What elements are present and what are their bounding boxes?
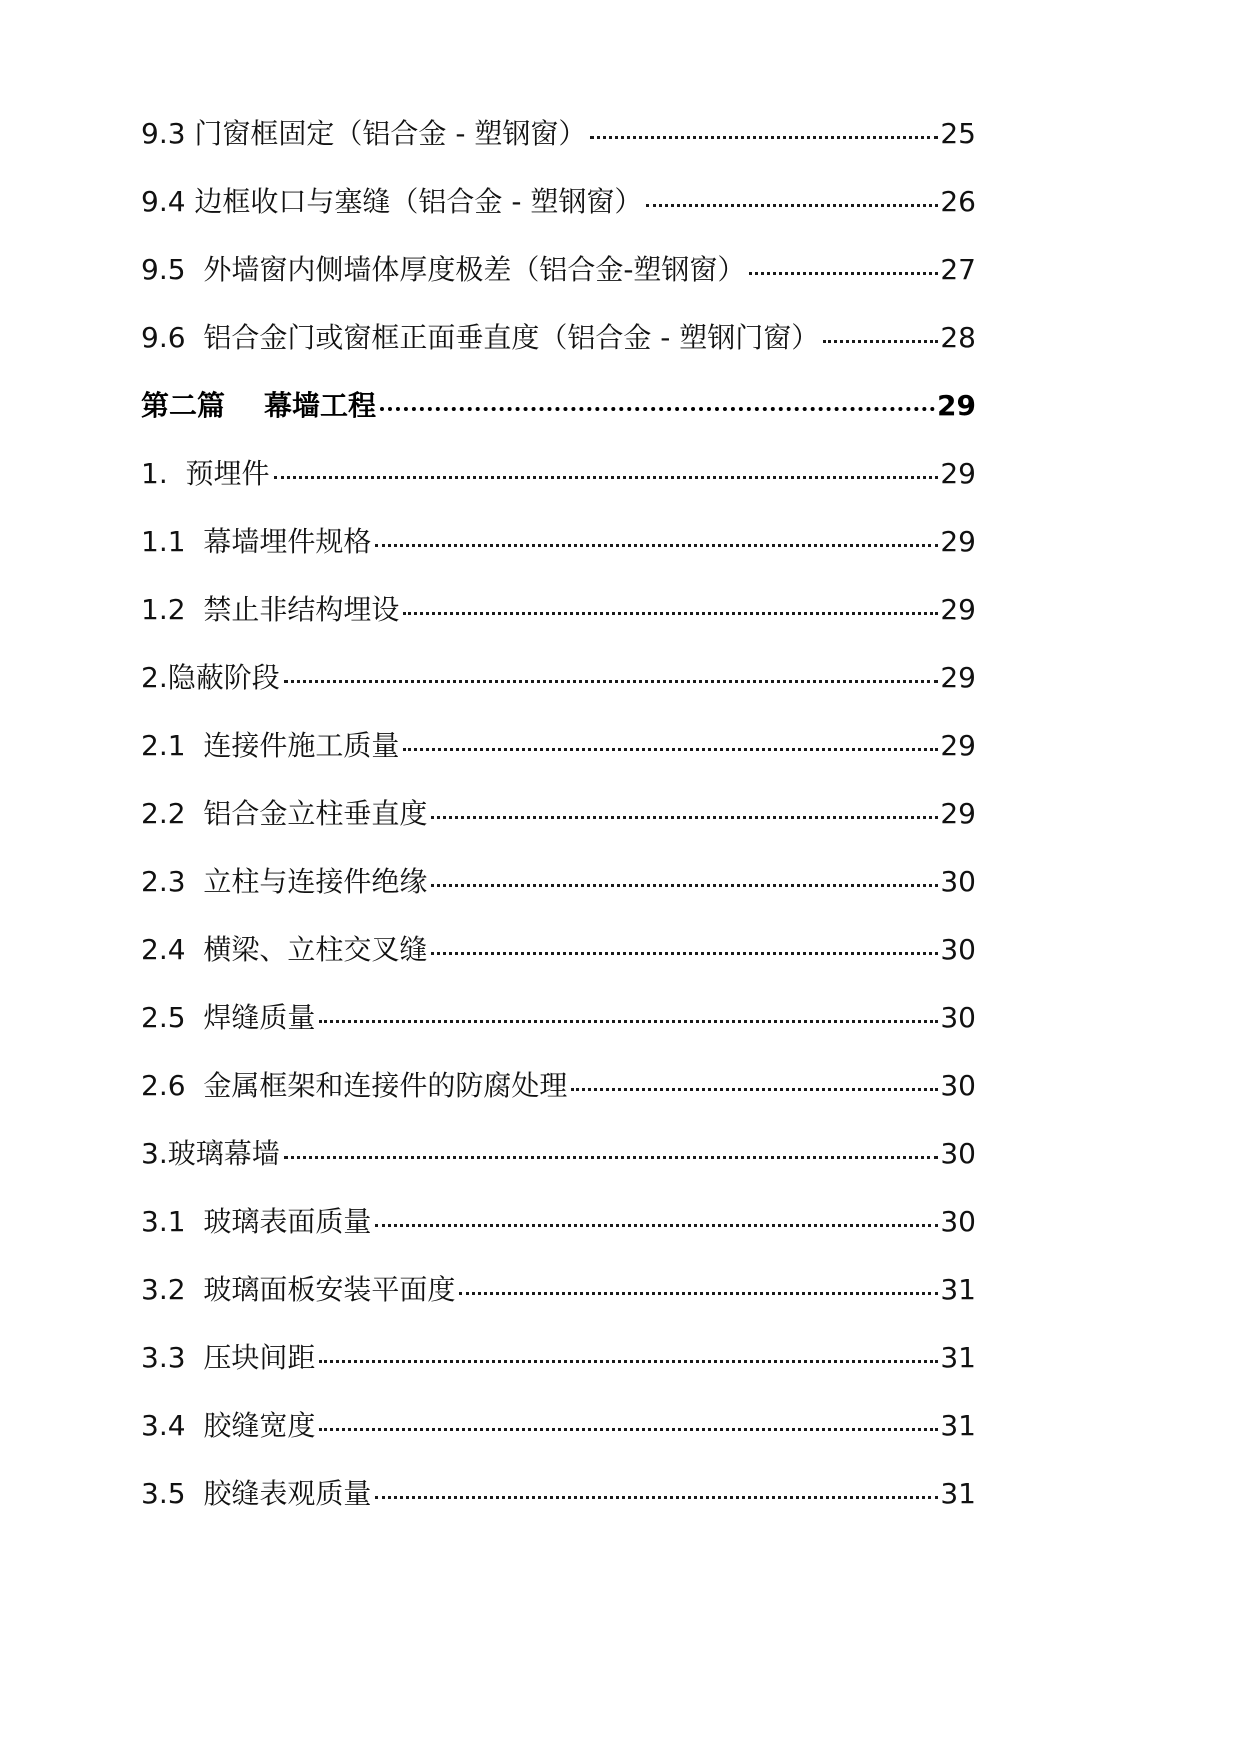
toc-entry-page: 30 <box>940 933 976 966</box>
toc-entry[interactable] <box>141 797 976 868</box>
toc-entry-page: 29 <box>940 593 976 626</box>
toc-entry[interactable] <box>141 729 976 800</box>
toc-entry-title: 2.2 铝合金立柱垂直度 <box>141 797 428 830</box>
toc-leader-dots <box>319 1360 938 1363</box>
toc-leader-dots <box>380 407 935 411</box>
toc-entry-page: 30 <box>940 1205 976 1238</box>
toc-entry-page: 30 <box>940 1137 976 1170</box>
toc-leader-dots <box>459 1292 938 1295</box>
toc-entry[interactable] <box>141 1273 976 1344</box>
toc-leader-dots <box>431 816 938 819</box>
toc-entry-title: 2.3 立柱与连接件绝缘 <box>141 865 428 898</box>
toc-leader-dots <box>375 1496 938 1499</box>
toc-entry-title: 9.6 铝合金门或窗框正面垂直度（铝合金 - 塑钢门窗） <box>141 321 820 354</box>
toc-entry[interactable] <box>141 253 976 324</box>
toc-entry[interactable] <box>141 933 976 1004</box>
toc-entry-title: 1. 预埋件 <box>141 457 270 490</box>
toc-entry-page: 30 <box>940 1001 976 1034</box>
toc-entry-page: 31 <box>940 1341 976 1374</box>
toc-leader-dots <box>375 544 938 547</box>
toc-entry-title: 2.隐蔽阶段 <box>141 661 280 694</box>
toc-entry[interactable] <box>141 321 976 392</box>
toc-entry[interactable] <box>141 593 976 664</box>
toc-entry-page: 29 <box>937 389 976 422</box>
toc-leader-dots <box>319 1428 938 1431</box>
toc-entry[interactable] <box>141 185 976 256</box>
toc-leader-dots <box>431 952 938 955</box>
toc-entry-page: 30 <box>940 865 976 898</box>
toc-entry-title: 3.1 玻璃表面质量 <box>141 1205 372 1238</box>
toc-entry-title: 3.3 压块间距 <box>141 1341 316 1374</box>
toc-entry[interactable] <box>141 1001 976 1072</box>
toc-entry-page: 30 <box>940 1069 976 1102</box>
toc-entry[interactable] <box>141 1477 976 1548</box>
toc-entry-title: 3.4 胶缝宽度 <box>141 1409 316 1442</box>
toc-entry-title: 1.2 禁止非结构埋设 <box>141 593 400 626</box>
toc-entry-page: 31 <box>940 1477 976 1510</box>
toc-leader-dots <box>571 1088 938 1091</box>
toc-entry-page: 29 <box>940 525 976 558</box>
toc-entry-title: 2.6 金属框架和连接件的防腐处理 <box>141 1069 568 1102</box>
toc-entry[interactable] <box>141 1205 976 1276</box>
toc-entry-title: 2.5 焊缝质量 <box>141 1001 316 1034</box>
toc-entry-title: 2.1 连接件施工质量 <box>141 729 400 762</box>
toc-entry-title: 2.4 横梁、立柱交叉缝 <box>141 933 428 966</box>
toc-entry-title: 第二篇 幕墙工程 <box>141 389 376 422</box>
toc-entry[interactable] <box>141 117 976 188</box>
toc-entry-title: 3.5 胶缝表观质量 <box>141 1477 372 1510</box>
toc-entry[interactable] <box>141 1409 976 1480</box>
toc-entry-page: 31 <box>940 1273 976 1306</box>
toc-entry[interactable] <box>141 865 976 936</box>
toc-leader-dots <box>284 680 939 683</box>
toc-entry-page: 29 <box>940 661 976 694</box>
table-of-contents <box>141 117 976 1548</box>
toc-leader-dots <box>403 748 938 751</box>
toc-entry[interactable] <box>141 525 976 596</box>
toc-entry-title: 9.4 边框收口与塞缝（铝合金 - 塑钢窗） <box>141 185 643 218</box>
toc-leader-dots <box>823 340 938 343</box>
toc-leader-dots <box>375 1224 938 1227</box>
toc-entry-title: 9.3 门窗框固定（铝合金 - 塑钢窗） <box>141 117 587 150</box>
toc-entry-title: 3.玻璃幕墙 <box>141 1137 280 1170</box>
toc-leader-dots <box>274 476 939 479</box>
toc-entry-page: 29 <box>940 457 976 490</box>
toc-leader-dots <box>319 1020 938 1023</box>
toc-entry-page: 26 <box>940 185 976 218</box>
toc-entry-page: 29 <box>940 797 976 830</box>
toc-entry[interactable] <box>141 1341 976 1412</box>
toc-leader-dots <box>646 204 938 207</box>
toc-entry-page: 27 <box>940 253 976 286</box>
toc-entry[interactable] <box>141 1069 976 1140</box>
toc-entry-title: 1.1 幕墙埋件规格 <box>141 525 372 558</box>
toc-entry-page: 28 <box>940 321 976 354</box>
toc-leader-dots <box>403 612 938 615</box>
toc-leader-dots <box>284 1156 939 1159</box>
toc-leader-dots <box>749 272 938 275</box>
toc-entry-page: 29 <box>940 729 976 762</box>
toc-entry[interactable] <box>141 1137 976 1208</box>
toc-leader-dots <box>590 136 938 139</box>
toc-entry-page: 25 <box>940 117 976 150</box>
toc-entry-title: 9.5 外墙窗内侧墙体厚度极差（铝合金-塑钢窗） <box>141 253 746 286</box>
toc-entry[interactable] <box>141 661 976 732</box>
toc-entry-title: 3.2 玻璃面板安装平面度 <box>141 1273 456 1306</box>
toc-entry[interactable] <box>141 457 976 528</box>
toc-leader-dots <box>431 884 938 887</box>
toc-entry-page: 31 <box>940 1409 976 1442</box>
toc-part-heading[interactable] <box>141 389 976 460</box>
